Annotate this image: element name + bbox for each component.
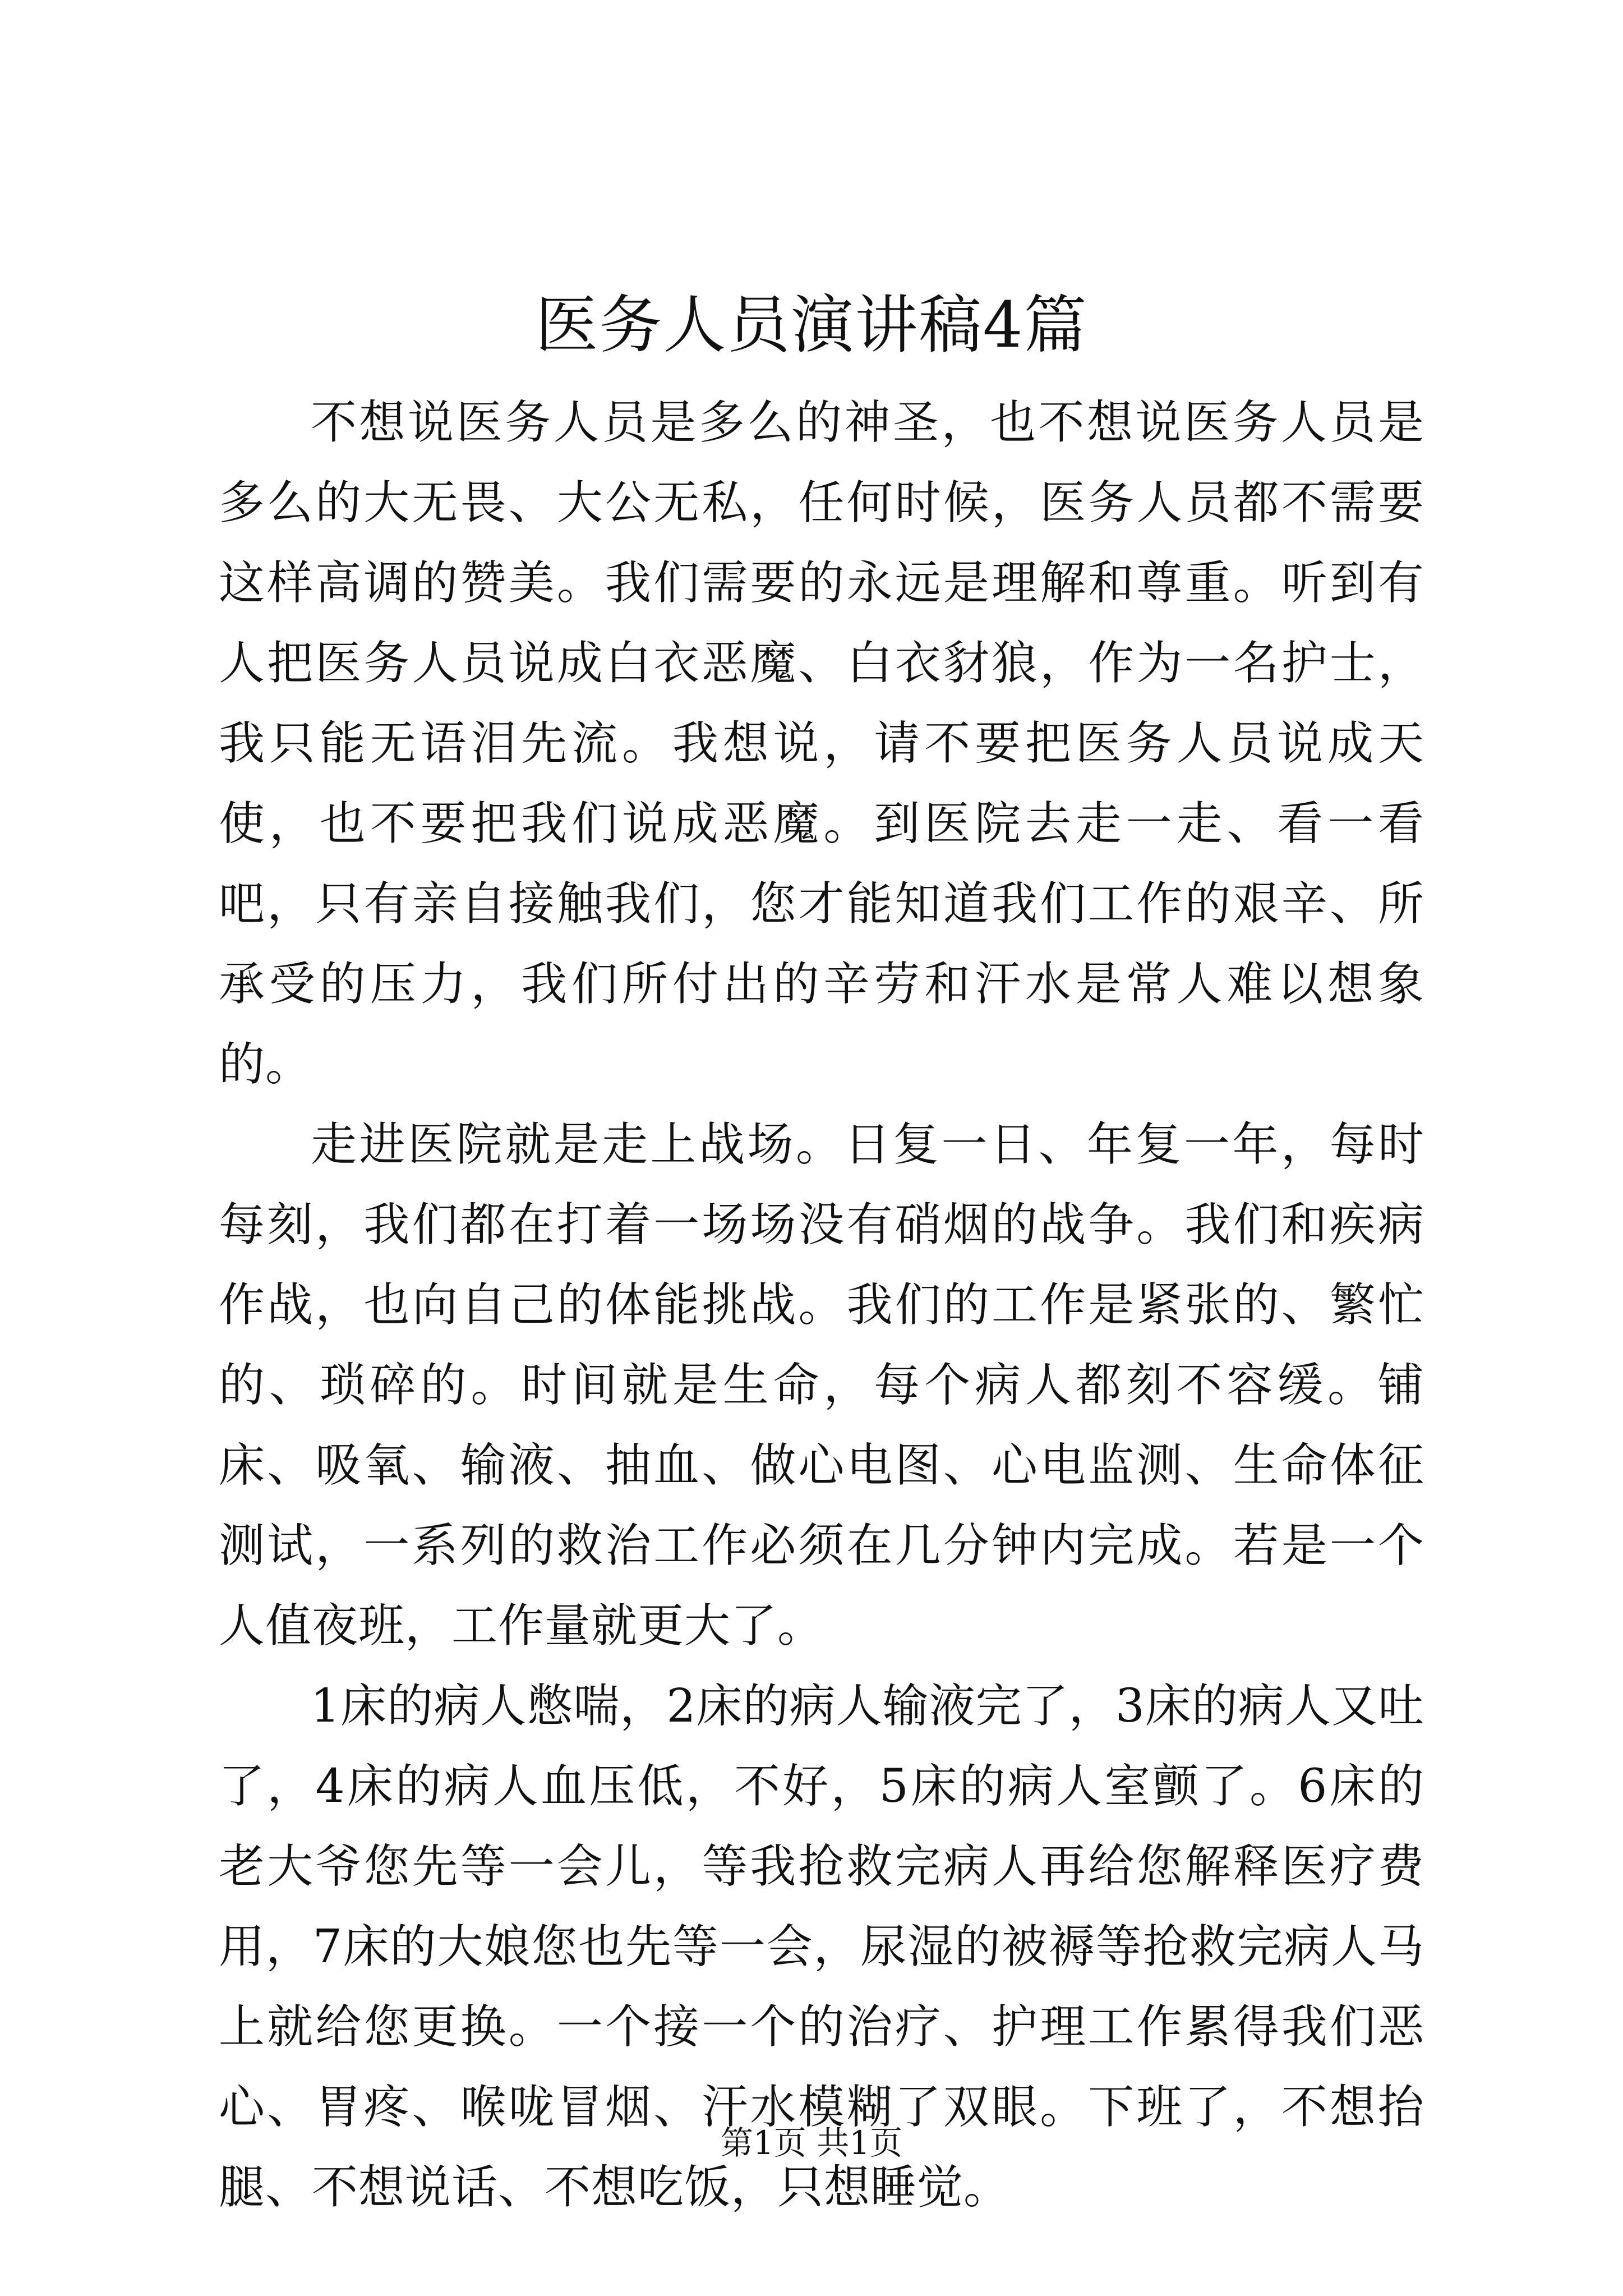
- paragraph-2: 走进医院就是走上战场。日复一日、年复一年，每时每刻，我们都在打着一场场没有硝烟的战争。我们和疾病作战，也向自己的体能挑战。我们的工作是紧张的、繁忙的、琐碎的。时间就是生命，每个病人都刻不容缓。铺床、吸氧、输液、抽血、做心电图、心电监测、生命体征测试，一系列的救治工作必须在几分钟内完成。若是一个人值夜班，工作量就更大了。: [219, 1118, 1424, 1653]
- paragraph-3: 1床的病人憋喘，2床的病人输液完了，3床的病人又吐了，4床的病人血压低，不好，5床的病人室颤了。6床的老大爷您先等一会儿，等我抢救完病人再给您解释医疗费用，7床的大娘您也先等一会，尿湿的被褥等抢救完病人马上就给您更换。一个接一个的治疗、护理工作累得我们恶心、胃疼、喉咙冒烟、汗水模糊了双眼。下班了，不想抬腿、不想说话、不想吃饭，只想睡觉。: [219, 1680, 1424, 2214]
- page-footer: 第1页 共1页: [720, 2124, 903, 2162]
- document-body: [219, 383, 1424, 2228]
- document-title: 医务人员演讲稿4篇: [535, 289, 1088, 362]
- paragraph-1: 不想说医务人员是多么的神圣，也不想说医务人员是多么的大无畏、大公无私，任何时候，医务人员都不需要这样高调的赞美。我们需要的永远是理解和尊重。听到有人把医务人员说成白衣恶魔、白衣豺狼，作为一名护士，我只能无语泪先流。我想说，请不要把医务人员说成天使，也不要把我们说成恶魔。到医院去走一走、看一看吧，只有亲自接触我们，您才能知道我们工作的艰辛、所承受的压力，我们所付出的辛劳和汗水是常人难以想象的。: [219, 396, 1424, 1091]
